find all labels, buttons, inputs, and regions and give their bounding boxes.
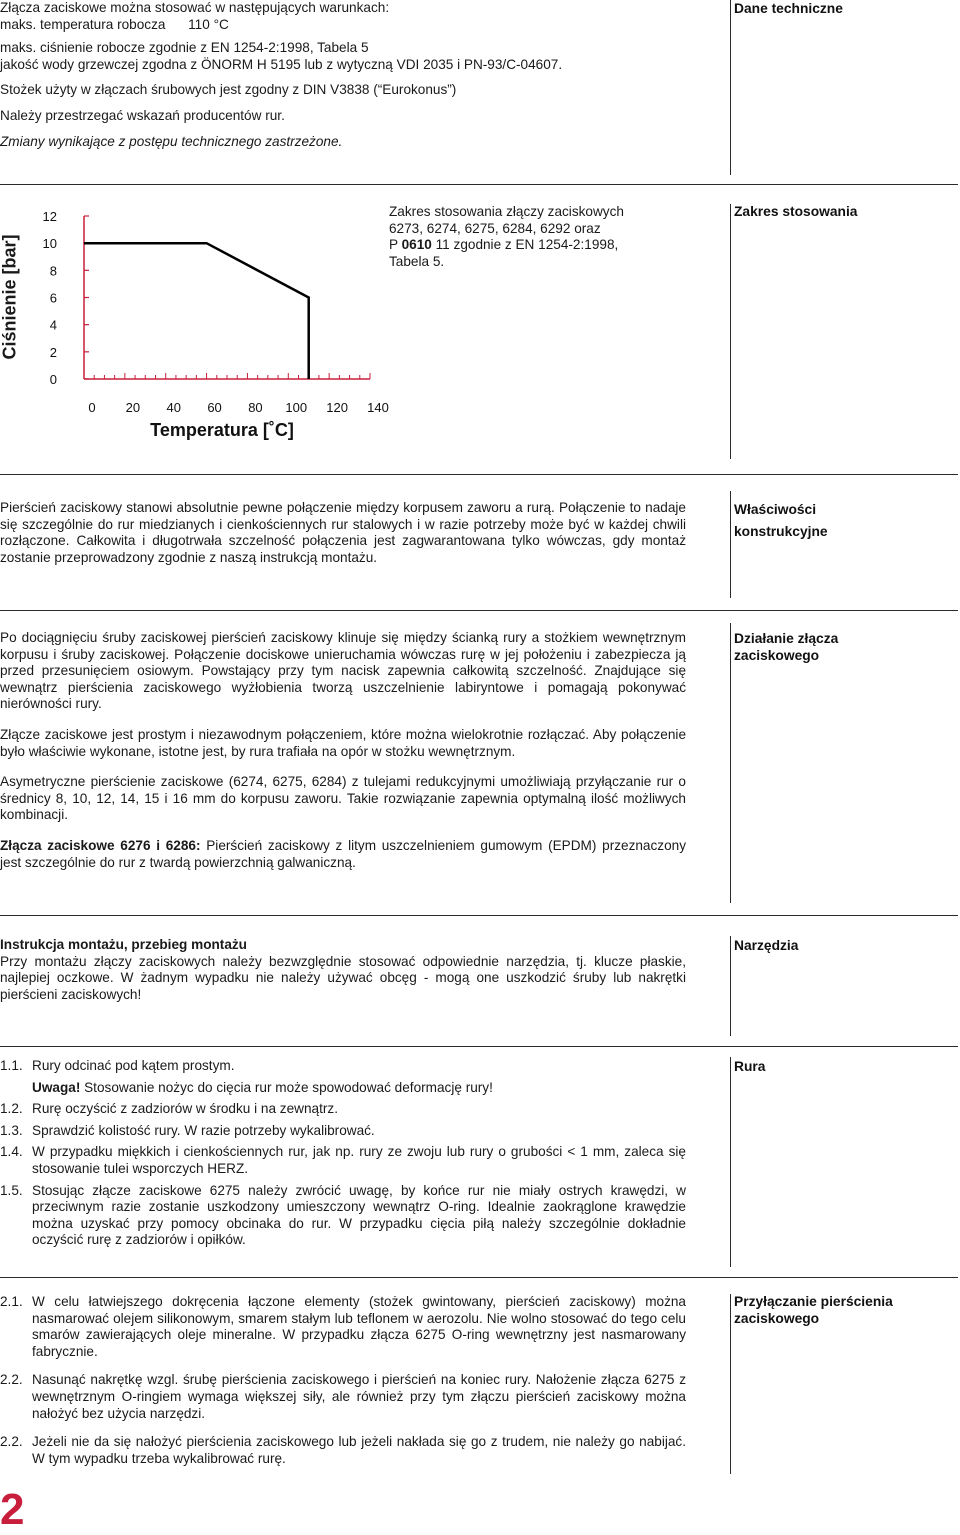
section-divider <box>0 1046 958 1047</box>
step-text: Rury odcinać pod kątem prostym. <box>32 1058 235 1073</box>
column-divider <box>730 1294 731 1474</box>
step-number: 1.1. <box>0 1058 23 1073</box>
tech-line: Złącza zaciskowe można stosować w następujących warunkach: <box>0 0 390 15</box>
list-item <box>0 1080 686 1097</box>
heading-line: zaciskowego <box>734 1311 820 1326</box>
list-item <box>0 1101 686 1118</box>
step-number: 1.3. <box>0 1122 23 1138</box>
section-heading-przylaczanie <box>734 1293 954 1327</box>
step-text: W celu łatwiejszego dokręcenia łączone elementy (stożek gwintowany, pierścień zaciskowy) można nasmarować olejem silikonowym, smarem stałym lub teflonem w aerozolu. Nie wolno stosować do tego celu smarów zawierających oleje mineralne. W przypadku złącza 6275 O-ring wewnętrzny jest nasmarowany fabrycznie. <box>32 1294 686 1359</box>
step-text: Rurę oczyścić z zadziorów w środku i na zewnątrz. <box>32 1101 338 1117</box>
chart-y-tick-label: 4 <box>49 317 57 333</box>
tech-line: Stożek użyty w złączach śrubowych jest zgodny z DIN V3838 (“Eurokonus”) <box>0 82 457 98</box>
chart-x-tick-label: 80 <box>248 400 263 415</box>
step-text: Sprawdzić kolistość rury. W razie potrzeby wykalibrować. <box>32 1122 375 1138</box>
paragraph: Po dociągnięciu śruby zaciskowej pierścień zaciskowy klinuje się między ścianką rury a stożkiem wewnętrznym korpusu i śruby zaciskowej. Połączenie dociskowe unieruchamia wówczas rurę w jej położeniu i zabezpiecza ją przed przesunięciem osiowym. Powstający przy tym nacisk zapewnia całkowitą szczelność. Znajdujące się wewnątrz pierścienia zaciskowego wyżłobienia tworzą uszczelnienie labiryntowe i pomagają pokonywać nierówności rury. <box>0 630 686 712</box>
heading-line: konstrukcyjne <box>734 524 828 539</box>
heading-line: Działanie złącza <box>734 631 839 646</box>
column-divider <box>730 0 731 175</box>
step-number: 1.5. <box>0 1182 23 1198</box>
column-divider <box>730 204 731 459</box>
step-number: 1.2. <box>0 1101 23 1117</box>
section-heading-wlasciwosci <box>734 499 954 543</box>
column-divider <box>730 1057 731 1267</box>
chart-x-tick-label: 120 <box>326 400 348 415</box>
step-text: Stosowanie nożyc do cięcia rur może spowodować deformację rury! <box>80 1079 493 1095</box>
warning-label: Uwaga! <box>32 1079 81 1095</box>
chart-y-tick-label: 0 <box>49 372 57 387</box>
section-heading-narzedzia: Narzędzia <box>734 938 799 953</box>
chart-series-line <box>84 243 309 379</box>
pressure-temperature-chart <box>30 200 390 445</box>
column-divider <box>730 623 731 903</box>
tech-line: maks. ciśnienie robocze zgodnie z EN 1254-2:1998, Tabela 5 <box>0 40 369 56</box>
list-item <box>0 1434 686 1467</box>
narzedzia-text <box>0 937 686 1003</box>
chart-x-axis-label: Temperatura [˚C] <box>150 420 294 440</box>
list-item <box>0 1294 686 1360</box>
dzialanie-text <box>0 630 686 871</box>
paragraph-text: Pierścień zaciskowy z litym uszczelnieniem gumowym (EPDM) przeznaczony jest szczególnie do rur z twardą powierzchnią galwaniczną. <box>0 837 687 870</box>
tech-line: Należy przestrzegać wskazań producentów rur. <box>0 107 285 123</box>
chart-y-tick-label: 12 <box>42 209 57 224</box>
tech-line: maks. temperatura robocza 110 °C <box>0 16 229 32</box>
list-item <box>0 1183 686 1249</box>
zakres-text-part: P <box>389 237 402 253</box>
section-heading-zakres: Zakres stosowania <box>734 204 858 219</box>
zakres-text-part: 11 zgodnie z EN 1254-2:1998, <box>431 237 619 253</box>
column-divider <box>730 491 731 598</box>
chart-x-tick-label: 20 <box>125 400 141 415</box>
list-item <box>0 1144 686 1177</box>
chart-x-tick-label: 140 <box>367 400 389 415</box>
tech-data-text <box>0 0 720 150</box>
step-text: W przypadku miękkich i cienkościennych rur, jak np. rury ze zwoju lub rury o grubości < 1 mm, zaleca się stosowanie tulei wsporczych HERZ. <box>32 1144 686 1176</box>
bold-lead: Złącza zaciskowe 6276 i 6286: <box>0 837 201 853</box>
chart-y-axis-label: Ciśnienie [bar] <box>0 233 20 360</box>
zakres-description <box>389 204 719 270</box>
tech-line: jakość wody grzewczej zgodna z ÖNORM H 5195 lub z wytyczną VDI 2035 i PN-93/C-04607. <box>0 56 563 72</box>
list-item <box>0 1058 686 1075</box>
step-text: Stosując złącze zaciskowe 6275 należy zwrócić uwagę, by końce rur nie miały ostrych krawędzi, w przeciwnym razie zostanie uszkodzony umieszczony wewnątrz O-ring. Idealnie zaokrąglone krawędzie można uzyskać przy pomocy obcinaka do rur. W przypadku cięcia piłą należy szczególnie dokładnie oczyścić rurę z zadziorów i opiłków. <box>32 1182 686 1248</box>
zakres-line: Tabela 5. <box>389 253 445 269</box>
chart-x-tick-label: 40 <box>166 400 181 415</box>
step-number: 2.2. <box>0 1434 23 1450</box>
list-item <box>0 1372 686 1422</box>
chart-x-tick-label: 100 <box>285 400 308 415</box>
paragraph: Asymetryczne pierścienie zaciskowe (6274, 6275, 6284) z tulejami redukcyjnymi umożliwiają przyłączanie rur o średnicy 8, 10, 12, 14, 15 i 16 mm do korpusu zaworu. Takie rozwiązanie zapewnia optymalną ilość możliwych kombinacji. <box>0 774 686 823</box>
step-number: 2.1. <box>0 1294 23 1309</box>
page-number: 2 <box>0 1485 25 1534</box>
paragraph <box>0 838 686 871</box>
section-divider <box>0 1277 958 1278</box>
section-divider <box>0 610 958 611</box>
wlasciwosci-text: Pierścień zaciskowy stanowi absolutnie pewne połączenie między korpusem zaworu a rurą. Połączenie to nadaje się szczególnie do rur miedzianych i cienkościennych rur stalowych i w razie potrzeby może być w każdej chwili rozłączone. Całkowita i długotrwała szczelność połączenia jest zagwarantowana tylko wówczas, gdy montaż zostanie przeprowadzony zgodnie z naszą instrukcją montażu. <box>0 500 686 565</box>
chart-x-tick-label: 60 <box>207 400 222 415</box>
zakres-line <box>389 237 719 254</box>
column-divider <box>730 936 731 1036</box>
przylaczanie-steps <box>0 1294 686 1472</box>
heading-line: Właściwości <box>734 502 817 517</box>
heading-line: zaciskowego <box>734 648 820 663</box>
section-heading-dzialanie <box>734 630 954 664</box>
paragraph: Złącze zaciskowe jest prostym i niezawodnym połączeniem, które można wielokrotnie rozłączać. Aby połączenie było właściwie wykonane, istotne jest, by rura trafiała na opór w stożku wewnętrznym. <box>0 726 686 759</box>
zakres-line: Zakres stosowania złączy zaciskowych <box>389 204 624 219</box>
step-number: 1.4. <box>0 1144 23 1160</box>
tech-line: Zmiany wynikające z postępu technicznego zastrzeżone. <box>0 133 343 149</box>
chart-y-tick-label: 2 <box>49 344 57 360</box>
zakres-line: 6273, 6274, 6275, 6284, 6292 oraz <box>389 220 601 236</box>
chart-y-tick-label: 6 <box>49 290 57 306</box>
instruction-heading: Instrukcja montażu, przebieg montażu <box>0 937 247 952</box>
section-heading-tech: Dane techniczne <box>734 1 843 16</box>
section-divider <box>0 915 958 916</box>
step-text: Nasunąć nakrętkę wzgl. śrubę pierścienia zaciskowego i pierścień na koniec rury. Nałożenie złącza 6275 z wewnętrznym O-ringiem wymaga większej siły, ale również przy tym złączu pierścień zaciskowy można nałożyć bez użycia narzędzi. <box>32 1372 686 1421</box>
chart-y-tick-label: 10 <box>42 236 57 252</box>
paragraph: Przy montażu złączy zaciskowych należy bezwzględnie stosować odpowiednie narzędzia, tj. klucze płaskie, najlepiej oczkowe. W żadnym wypadku nie należy używać obcęg - mogą one uszkodzić śruby lub nakrętki pierścieni zaciskowych! <box>0 953 686 1002</box>
product-code: 0610 <box>401 237 432 253</box>
list-item <box>0 1123 686 1140</box>
heading-line: Przyłączanie pierścienia <box>734 1294 893 1309</box>
chart-x-tick-label: 0 <box>88 400 96 415</box>
step-text: Jeżeli nie da się nałożyć pierścienia zaciskowego lub jeżeli nakłada się go z trudem, nie należy go nabijać. W tym wypadku trzeba wykalibrować rurę. <box>32 1434 686 1466</box>
section-heading-rura: Rura <box>734 1059 766 1074</box>
step-number: 2.2. <box>0 1372 23 1388</box>
section-divider <box>0 474 958 475</box>
chart-y-tick-label: 8 <box>49 263 57 279</box>
rura-steps <box>0 1058 686 1254</box>
section-divider <box>0 184 958 185</box>
